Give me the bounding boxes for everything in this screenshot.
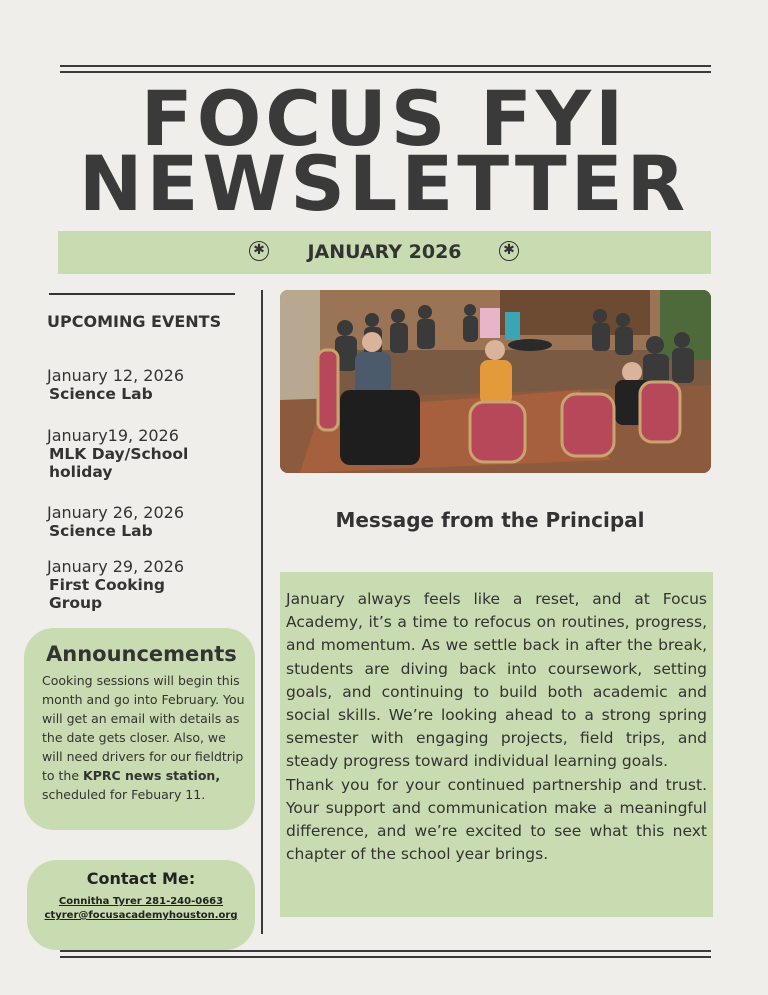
event-item [47,558,187,612]
event-name: Science Lab [49,385,153,403]
issue-date: JANUARY 2026 [307,241,462,263]
contact-heading: Contact Me: [86,869,196,888]
title-line-2: NEWSLETTER [78,139,690,228]
message-paragraph-1: January always feels like a reset, and at Focus Academy, it’s a time to refocus on routines, progress, and momentum. As we settle back in after the break, students are diving back into coursework, setting goals, and continuing to build both academic and social skills. We’re looking ahead to a strong spring semester with engaging projects, field trips, and steady progress toward individual learning goals. [286,590,707,771]
event-name: First Cooking Group [49,576,166,612]
announcements-text-1: Cooking sessions will begin this month and go into February. You will get an email with details as the date gets closer. Also, we will need drivers for our fieldtrip to the [42,673,245,783]
announcements-highlight: KPRC news station, [83,768,221,783]
announcements-body [42,671,250,804]
date-banner [58,231,711,274]
event-name: MLK Day/School holiday [49,445,189,481]
event-date: January 26, 2026 [47,503,184,522]
asterisk-circle-icon: ✱ [499,241,519,261]
announcements-text-2: scheduled for Febuary 11. [42,787,206,802]
event-date: January 12, 2026 [47,366,184,385]
event-item [47,367,247,403]
contact-box [27,860,255,950]
column-divider [261,290,263,934]
message-heading: Message from the Principal [335,508,645,532]
contact-name-phone[interactable]: Connitha Tyrer 281-240-0663 [58,896,224,907]
upcoming-events-heading: UPCOMING EVENTS [47,312,222,331]
event-date: January19, 2026 [47,426,179,445]
title-line-1: FOCUS FYI [140,74,628,163]
classroom-photo [280,290,711,473]
events-top-rule [49,293,235,295]
contact-email[interactable]: ctyrer@focusacademyhouston.org [44,910,238,921]
announcements-box [24,628,255,830]
classroom-photo-illustration [280,290,711,473]
message-box [280,572,713,917]
top-rule-1 [60,65,711,67]
event-date: January 29, 2026 [47,557,184,576]
bottom-rule-1 [60,950,711,952]
event-item [47,427,207,481]
event-name: Science Lab [49,522,153,540]
message-paragraph-2: Thank you for your continued partnership and trust. Your support and communication make a meaningful difference, and we’re excited to see what this next chapter of the school year brings. [286,775,707,864]
asterisk-circle-icon: ✱ [249,241,269,261]
event-item [47,504,247,540]
bottom-rule-2 [60,956,711,958]
announcements-heading: Announcements [46,642,237,666]
top-rule-2 [60,71,711,73]
